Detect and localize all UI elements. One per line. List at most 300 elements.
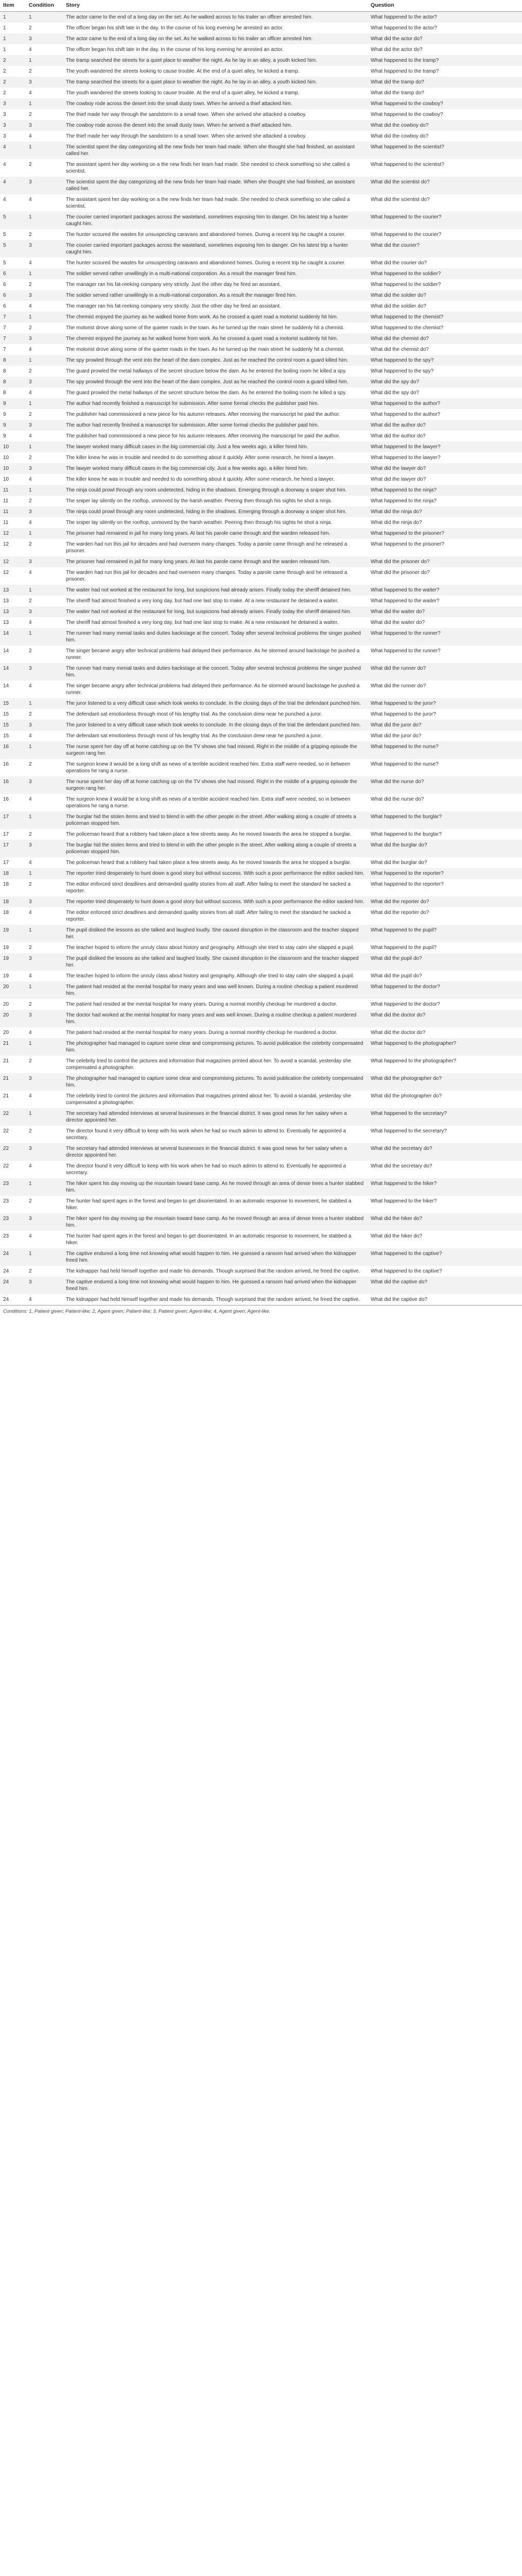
condition-cell: 2 <box>26 279 63 290</box>
question-cell: What did the runner do? <box>368 681 522 698</box>
question-cell: What did the runner do? <box>368 663 522 681</box>
story-cell: The assistant spent her day working on a the new finds her team had made. She needed to check something so she called a scientist. <box>63 194 368 212</box>
table-row <box>0 953 522 971</box>
story-cell: The secretary had attended interviews at several businesses in the financial district. It was good news for her salary when a director appointed her. <box>63 1143 368 1161</box>
question-cell: What did the chemist do? <box>368 344 522 355</box>
item-cell: 5 <box>0 240 26 258</box>
story-cell: The actor came to the end of a long day on the set. As he walked across to his trailer an officer arrested him. <box>63 33 368 44</box>
table-row <box>0 420 522 431</box>
item-cell: 13 <box>0 617 26 628</box>
item-cell: 19 <box>0 925 26 942</box>
story-cell: The spy prowled through the vent into the heart of the dam complex. Just as he reached the control room a guard killed him. <box>63 377 368 387</box>
question-cell: What did the actor do? <box>368 33 522 44</box>
question-cell: What happened to the captive? <box>368 1266 522 1277</box>
condition-cell: 3 <box>26 77 63 88</box>
table-row <box>0 606 522 617</box>
condition-cell: 4 <box>26 131 63 142</box>
question-cell: What did the reporter do? <box>368 907 522 925</box>
question-cell: What did the hiker do? <box>368 1213 522 1231</box>
question-cell: What did the ninja do? <box>368 506 522 517</box>
story-cell: The thief made her way through the sandstorm to a small town. When she arrived she attacked a cowboy. <box>63 109 368 120</box>
item-cell: 18 <box>0 879 26 896</box>
story-cell: The hunter had spent ages in the forest and began to get disorientated. In an automatic response to movement, he stabbed a hiker. <box>63 1196 368 1213</box>
item-cell: 4 <box>0 142 26 159</box>
question-cell: What happened to the juror? <box>368 698 522 709</box>
item-cell: 5 <box>0 229 26 240</box>
story-cell: The waiter had not worked at the restaurant for long, but suspicions had already arisen. Finally today the sheriff detained him. <box>63 585 368 596</box>
condition-cell: 1 <box>26 868 63 879</box>
story-cell: The patient had resided at the mental hospital for many years. During a normal monthly checkup he murdered a doctor. <box>63 1027 368 1038</box>
condition-cell: 1 <box>26 398 63 409</box>
item-cell: 19 <box>0 971 26 981</box>
condition-cell: 1 <box>26 485 63 496</box>
condition-cell: 1 <box>26 1178 63 1196</box>
question-cell: What happened to the soldier? <box>368 279 522 290</box>
story-cell: The editor enforced strict deadlines and demanded quality stories from all staff. After failing to meet the standard he sacked a reporter. <box>63 907 368 925</box>
condition-cell: 2 <box>26 409 63 420</box>
table-row <box>0 811 522 829</box>
item-cell: 16 <box>0 741 26 759</box>
question-cell: What happened to the juror? <box>368 709 522 720</box>
story-cell: The sheriff had almost finished a very long day, but had one last stop to make. At a new restaurant he detained a waiter. <box>63 596 368 606</box>
story-cell: The spy prowled through the vent into the heart of the dam complex. Just as he reached the control room a guard killed him. <box>63 355 368 366</box>
condition-cell: 2 <box>26 879 63 896</box>
item-cell: 16 <box>0 794 26 811</box>
item-cell: 5 <box>0 212 26 229</box>
condition-cell: 2 <box>26 1126 63 1143</box>
table-row <box>0 142 522 159</box>
item-cell: 1 <box>0 44 26 55</box>
question-cell: What happened to the doctor? <box>368 981 522 999</box>
question-cell: What happened to the nurse? <box>368 741 522 759</box>
table-row <box>0 720 522 731</box>
table-row <box>0 159 522 177</box>
story-cell: The celebrity tried to control the pictures and information that magazines printed about her. To avoid a scandal, yesterday she compensated a photographer. <box>63 1091 368 1108</box>
item-cell: 12 <box>0 556 26 567</box>
table-header <box>0 0 522 12</box>
story-cell: The warden had run this jail for decades and had overseen many changes. Today a parole came through and he released a prisoner. <box>63 539 368 556</box>
condition-cell: 1 <box>26 811 63 829</box>
story-cell: The sniper lay silently on the rooftop, unmoved by the harsh weather. Peering then through his sights he shot a ninja. <box>63 496 368 506</box>
condition-cell: 2 <box>26 452 63 463</box>
table-row <box>0 290 522 301</box>
story-cell: The killer knew he was in trouble and needed to do something about it quickly. After some research, he hired a lawyer. <box>63 474 368 485</box>
item-cell: 19 <box>0 942 26 953</box>
story-cell: The photographer had managed to capture some clear and compromising pictures. To avoid publication the celebrity compensated him. <box>63 1073 368 1091</box>
table-row <box>0 1178 522 1196</box>
item-cell: 12 <box>0 528 26 539</box>
condition-cell: 1 <box>26 628 63 646</box>
condition-cell: 3 <box>26 463 63 474</box>
question-cell: What did the reporter do? <box>368 896 522 907</box>
story-cell: The lawyer worked many difficult cases in the big commercial city. Just a few weeks ago, a killer hired him. <box>63 442 368 452</box>
story-cell: The waiter had not worked at the restaurant for long, but suspicions had already arisen. Finally today the sheriff detained him. <box>63 606 368 617</box>
table-row <box>0 33 522 44</box>
question-cell: What did the tramp do? <box>368 88 522 98</box>
condition-cell: 3 <box>26 290 63 301</box>
table-row <box>0 776 522 794</box>
item-cell: 17 <box>0 829 26 840</box>
item-cell: 9 <box>0 431 26 442</box>
table-row <box>0 474 522 485</box>
condition-cell: 4 <box>26 517 63 528</box>
item-cell: 24 <box>0 1266 26 1277</box>
table-row <box>0 829 522 840</box>
condition-cell: 1 <box>26 1038 63 1056</box>
condition-cell: 2 <box>26 229 63 240</box>
condition-cell: 2 <box>26 323 63 333</box>
story-cell: The hiker spent his day moving up the mountain toward base camp. As he moved through an area of dense trees a hunter stabbed him. <box>63 1213 368 1231</box>
story-cell: The assistant spent her day working on a the new finds her team had made. She needed to check something so she called a scientist. <box>63 159 368 177</box>
question-cell: What did the courier? <box>368 240 522 258</box>
condition-cell: 1 <box>26 55 63 66</box>
table-footnote: Conditions: 1, Patient given; Patient-like; 2, Agent given; Patient-like; 3, Patient given; Agent-like; 4, Agent given; Agent-like. <box>0 1305 522 1314</box>
question-cell: What happened to the cowboy? <box>368 98 522 109</box>
story-cell: The burglar hid the stolen items and tried to blend in with the other people in the street. After walking along a couple of streets a policeman stopped him. <box>63 840 368 857</box>
story-cell: The patient had resided at the mental hospital for many years. During a normal monthly checkup he murdered a doctor. <box>63 999 368 1010</box>
table-row <box>0 759 522 776</box>
item-cell: 19 <box>0 953 26 971</box>
item-cell: 11 <box>0 517 26 528</box>
condition-cell: 3 <box>26 177 63 194</box>
question-cell: What happened to the runner? <box>368 628 522 646</box>
story-cell: The hunter scoured the wastes for unsuspecting caravans and abandoned homes. During a recent trip he caught a courier. <box>63 229 368 240</box>
condition-cell: 1 <box>26 698 63 709</box>
story-cell: The guard prowled the metal hallways of the secret structure below the dam. As he entered the boiling room he killed a spy. <box>63 387 368 398</box>
question-cell: What did the spy do? <box>368 387 522 398</box>
question-cell: What happened to the actor? <box>368 23 522 33</box>
item-cell: 18 <box>0 896 26 907</box>
table-row <box>0 1196 522 1213</box>
item-cell: 17 <box>0 811 26 829</box>
question-cell: What happened to the author? <box>368 398 522 409</box>
table-row <box>0 23 522 33</box>
condition-cell: 1 <box>26 981 63 999</box>
table-row <box>0 999 522 1010</box>
item-cell: 17 <box>0 840 26 857</box>
story-cell: The director found it very difficult to keep with his work when he had so much admin to attend to. Eventually he appointed a secretary. <box>63 1161 368 1178</box>
item-cell: 15 <box>0 698 26 709</box>
question-cell: What did the author do? <box>368 431 522 442</box>
condition-cell: 2 <box>26 709 63 720</box>
table-row <box>0 177 522 194</box>
item-cell: 16 <box>0 776 26 794</box>
condition-cell: 4 <box>26 474 63 485</box>
story-cell: The singer became angry after technical problems had delayed their performance. As he stormed around backstage he pushed a runner. <box>63 646 368 663</box>
condition-cell: 4 <box>26 857 63 868</box>
story-cell: The pupil disliked the lessons as she talked and laughed loudly. She caused disruption in the classroom and the teacher slapped her. <box>63 953 368 971</box>
table-row <box>0 212 522 229</box>
question-cell: What happened to the pupil? <box>368 942 522 953</box>
condition-cell: 4 <box>26 1294 63 1305</box>
story-cell: The secretary had attended interviews at several businesses in the financial district. It was good news for her salary when a director appointed her. <box>63 1108 368 1126</box>
story-cell: The scientist spent the day categorizing all the new finds her team had made. When she thought she had finished, an assistant called her. <box>63 177 368 194</box>
condition-cell: 2 <box>26 366 63 377</box>
story-cell: The captive endured a long time not knowing what would happen to him. He guessed a ransom had arrived when the kidnapper freed him. <box>63 1248 368 1266</box>
item-cell: 7 <box>0 312 26 323</box>
question-cell: What happened to the burglar? <box>368 829 522 840</box>
item-cell: 20 <box>0 1027 26 1038</box>
condition-cell: 4 <box>26 88 63 98</box>
condition-cell: 1 <box>26 442 63 452</box>
condition-cell: 2 <box>26 109 63 120</box>
item-cell: 9 <box>0 420 26 431</box>
item-cell: 15 <box>0 731 26 741</box>
story-cell: The reporter tried desperately to hunt down a good story but without success. With such a poor performance the editor sacked him. <box>63 896 368 907</box>
item-cell: 1 <box>0 23 26 33</box>
story-cell: The ninja could prowl through any room undetected, hiding in the shadows. Emerging through a doorway a sniper shot him. <box>63 506 368 517</box>
table-row <box>0 981 522 999</box>
table-row <box>0 66 522 77</box>
table-row <box>0 88 522 98</box>
question-cell: What did the prisoner do? <box>368 556 522 567</box>
condition-cell: 3 <box>26 1010 63 1027</box>
table-row <box>0 1213 522 1231</box>
item-cell: 23 <box>0 1231 26 1248</box>
table-row <box>0 857 522 868</box>
question-cell: What did the captive do? <box>368 1277 522 1294</box>
table-row <box>0 925 522 942</box>
question-cell: What happened to the nurse? <box>368 759 522 776</box>
question-cell: What happened to the chemist? <box>368 323 522 333</box>
item-cell: 8 <box>0 355 26 366</box>
story-cell: The captive endured a long time not knowing what would happen to him. He guessed a ransom had arrived when the kidnapper freed him. <box>63 1277 368 1294</box>
table-row <box>0 517 522 528</box>
story-cell: The tramp searched the streets for a quiet place to weather the night. As he lay in an alley, a youth kicked him. <box>63 55 368 66</box>
question-cell: What did the soldier do? <box>368 290 522 301</box>
question-cell: What happened to the author? <box>368 409 522 420</box>
question-cell: What happened to the photographer? <box>368 1038 522 1056</box>
table-row <box>0 1143 522 1161</box>
item-cell: 2 <box>0 55 26 66</box>
question-cell: What happened to the actor? <box>368 12 522 23</box>
item-cell: 23 <box>0 1196 26 1213</box>
story-cell: The burglar hid the stolen items and tried to blend in with the other people in the street. After walking along a couple of streets a policeman stopped him. <box>63 811 368 829</box>
item-cell: 13 <box>0 596 26 606</box>
condition-cell: 3 <box>26 1143 63 1161</box>
item-cell: 11 <box>0 506 26 517</box>
table-row <box>0 731 522 741</box>
story-cell: The photographer had managed to capture some clear and compromising pictures. To avoid publication the celebrity compensated him. <box>63 1038 368 1056</box>
question-cell: What did the secretary do? <box>368 1161 522 1178</box>
question-cell: What happened to the ninja? <box>368 496 522 506</box>
question-cell: What did the chemist do? <box>368 333 522 344</box>
question-cell: What happened to the pupil? <box>368 925 522 942</box>
story-cell: The surgeon knew it would be a long shift as news of a terrible accident reached him. Extra staff were needed, so in between operations he rang a nurse. <box>63 759 368 776</box>
story-cell: The nurse spent her day off at home catching up on the TV shows she had missed. Right in the middle of a gripping episode the surgeon rang her. <box>63 776 368 794</box>
item-cell: 10 <box>0 463 26 474</box>
question-cell: What did the doctor do? <box>368 1010 522 1027</box>
question-cell: What did the photographer do? <box>368 1091 522 1108</box>
story-cell: The officer began his shift late in the day. In the course of his long evening he arrested an actor. <box>63 23 368 33</box>
question-cell: What happened to the runner? <box>368 646 522 663</box>
table-row <box>0 1294 522 1305</box>
story-cell: The hunter scoured the wastes for unsuspecting caravans and abandoned homes. During a recent trip he caught a courier. <box>63 258 368 268</box>
story-cell: The celebrity tried to control the pictures and information that magazines printed about her. To avoid a scandal, yesterday she compensated a photographer. <box>63 1056 368 1073</box>
condition-cell: 2 <box>26 1056 63 1073</box>
table-row <box>0 355 522 366</box>
question-cell: What happened to the hiker? <box>368 1178 522 1196</box>
story-cell: The author had recently finished a manuscript for submission. After some formal checks the publisher paid him. <box>63 398 368 409</box>
story-cell: The chemist enjoyed the journey as he walked home from work. As he crossed a quiet road a motorist suddenly hit him. <box>63 333 368 344</box>
item-cell: 15 <box>0 709 26 720</box>
table-row <box>0 323 522 333</box>
table-row <box>0 1038 522 1056</box>
item-cell: 12 <box>0 539 26 556</box>
question-cell: What did the hiker do? <box>368 1231 522 1248</box>
table-row <box>0 840 522 857</box>
question-cell: What happened to the courier? <box>368 229 522 240</box>
question-cell: What did the captive do? <box>368 1294 522 1305</box>
condition-cell: 3 <box>26 420 63 431</box>
table-row <box>0 628 522 646</box>
item-cell: 6 <box>0 268 26 279</box>
condition-cell: 3 <box>26 896 63 907</box>
story-cell: The runner had many menial tasks and duties backstage at the concert. Today after several technical problems the singer pushed him. <box>63 663 368 681</box>
condition-cell: 2 <box>26 596 63 606</box>
condition-cell: 3 <box>26 1073 63 1091</box>
table-row <box>0 431 522 442</box>
story-cell: The sniper lay silently on the rooftop, unmoved by the harsh weather. Peering then through his sights he shot a ninja. <box>63 517 368 528</box>
table-row <box>0 398 522 409</box>
condition-cell: 3 <box>26 506 63 517</box>
table-row <box>0 1126 522 1143</box>
question-cell: What did the photographer do? <box>368 1073 522 1091</box>
condition-cell: 4 <box>26 344 63 355</box>
item-cell: 22 <box>0 1161 26 1178</box>
condition-cell: 3 <box>26 1277 63 1294</box>
question-cell: What did the burglar do? <box>368 857 522 868</box>
story-cell: The lawyer worked many difficult cases in the big commercial city. Just a few weeks ago, a killer hired him. <box>63 463 368 474</box>
story-cell: The policeman heard that a robbery had taken place a few streets away. As he moved towards the area he stopped a burglar. <box>63 829 368 840</box>
table-row <box>0 528 522 539</box>
story-cell: The prisoner had remained in jail for many long years. At last his parole came through and the warden released him. <box>63 528 368 539</box>
question-cell: What did the doctor do? <box>368 1027 522 1038</box>
story-cell: The kidnapper had held himself together and made his demands. Though surprised that the random arrived, he freed the captive. <box>63 1266 368 1277</box>
question-cell: What did the courier do? <box>368 258 522 268</box>
condition-cell: 3 <box>26 556 63 567</box>
table-row <box>0 1248 522 1266</box>
story-cell: The defendant sat emotionless through most of his lengthy trial. As the conclusion drew near he punched a juror. <box>63 731 368 741</box>
item-cell: 21 <box>0 1056 26 1073</box>
table-row <box>0 596 522 606</box>
story-cell: The kidnapper had held himself together and made his demands. Though surprised that the random arrived, he freed the captive. <box>63 1294 368 1305</box>
item-cell: 10 <box>0 474 26 485</box>
story-cell: The officer began his shift late in the day. In the course of his long evening he arrested an actor. <box>63 44 368 55</box>
table-row <box>0 333 522 344</box>
table-row <box>0 496 522 506</box>
condition-cell: 1 <box>26 1248 63 1266</box>
table-row <box>0 1027 522 1038</box>
item-cell: 3 <box>0 120 26 131</box>
table-row <box>0 12 522 23</box>
story-cell: The defendant sat emotionless through most of his lengthy trial. As the conclusion drew near he punched a juror. <box>63 709 368 720</box>
story-cell: The editor enforced strict deadlines and demanded quality stories from all staff. After failing to meet the standard he sacked a reporter. <box>63 879 368 896</box>
question-cell: What did the pupil do? <box>368 953 522 971</box>
table-row <box>0 312 522 323</box>
question-cell: What did the secretary do? <box>368 1143 522 1161</box>
item-cell: 5 <box>0 258 26 268</box>
story-cell: The policeman heard that a robbery had taken place a few streets away. As he moved towards the area he stopped a burglar. <box>63 857 368 868</box>
condition-cell: 4 <box>26 794 63 811</box>
table-body <box>0 12 522 1306</box>
header-item: Item <box>0 0 26 12</box>
table-row <box>0 1231 522 1248</box>
question-cell: What did the pupil do? <box>368 971 522 981</box>
item-cell: 2 <box>0 77 26 88</box>
story-cell: The manager ran his fat-reeking company very strictly. Just the other day he fired an assistant. <box>63 279 368 290</box>
condition-cell: 2 <box>26 1266 63 1277</box>
table-row <box>0 442 522 452</box>
item-cell: 23 <box>0 1178 26 1196</box>
question-cell: What happened to the tramp? <box>368 55 522 66</box>
question-cell: What happened to the spy? <box>368 366 522 377</box>
table-row <box>0 377 522 387</box>
item-cell: 10 <box>0 442 26 452</box>
table-row <box>0 868 522 879</box>
item-cell: 24 <box>0 1248 26 1266</box>
condition-cell: 2 <box>26 539 63 556</box>
condition-cell: 2 <box>26 999 63 1010</box>
condition-cell: 3 <box>26 33 63 44</box>
item-cell: 21 <box>0 1091 26 1108</box>
table-row <box>0 387 522 398</box>
story-cell: The youth wandered the streets looking to cause trouble. At the end of a quiet alley, he kicked a tramp. <box>63 66 368 77</box>
item-cell: 20 <box>0 1010 26 1027</box>
story-cell: The ninja could prowl through any room undetected, hiding in the shadows. Emerging through a doorway a sniper shot him. <box>63 485 368 496</box>
table-row <box>0 1073 522 1091</box>
item-cell: 3 <box>0 131 26 142</box>
question-cell: What happened to the burglar? <box>368 811 522 829</box>
condition-cell: 3 <box>26 120 63 131</box>
story-cell: The sheriff had almost finished a very long day, but had one last stop to make. At a new restaurant he detained a waiter. <box>63 617 368 628</box>
item-cell: 24 <box>0 1277 26 1294</box>
story-cell: The motorist drove along some of the quieter roads in the town. As he turned up the main street he suddenly hit a chemist. <box>63 344 368 355</box>
table-row <box>0 681 522 698</box>
item-cell: 8 <box>0 377 26 387</box>
item-cell: 22 <box>0 1108 26 1126</box>
condition-cell: 4 <box>26 1231 63 1248</box>
story-cell: The publisher had commissioned a new piece for his autumn releases. After receiving the manuscript he paid the author. <box>63 409 368 420</box>
story-cell: The runner had many menial tasks and duties backstage at the concert. Today after several technical problems the singer pushed him. <box>63 628 368 646</box>
question-cell: What did the prisoner do? <box>368 567 522 585</box>
question-cell: What happened to the cowboy? <box>368 109 522 120</box>
table-row <box>0 942 522 953</box>
table-row <box>0 646 522 663</box>
condition-cell: 2 <box>26 829 63 840</box>
story-cell: The courier carried important packages across the wasteland, sometimes exposing him to danger. On his latest trip a hunter caught him. <box>63 212 368 229</box>
condition-cell: 4 <box>26 971 63 981</box>
question-cell: What happened to the waiter? <box>368 585 522 596</box>
item-cell: 23 <box>0 1213 26 1231</box>
item-cell: 4 <box>0 177 26 194</box>
condition-cell: 2 <box>26 66 63 77</box>
table-row <box>0 268 522 279</box>
item-cell: 14 <box>0 628 26 646</box>
question-cell: What did the juror do? <box>368 720 522 731</box>
table-row <box>0 663 522 681</box>
question-cell: What did the juror do? <box>368 731 522 741</box>
question-cell: What happened to the chemist? <box>368 312 522 323</box>
question-cell: What happened to the lawyer? <box>368 442 522 452</box>
condition-cell: 4 <box>26 387 63 398</box>
item-cell: 2 <box>0 88 26 98</box>
table-row <box>0 44 522 55</box>
question-cell: What happened to the prisoner? <box>368 528 522 539</box>
question-cell: What happened to the photographer? <box>368 1056 522 1073</box>
table-row <box>0 463 522 474</box>
table-row <box>0 971 522 981</box>
